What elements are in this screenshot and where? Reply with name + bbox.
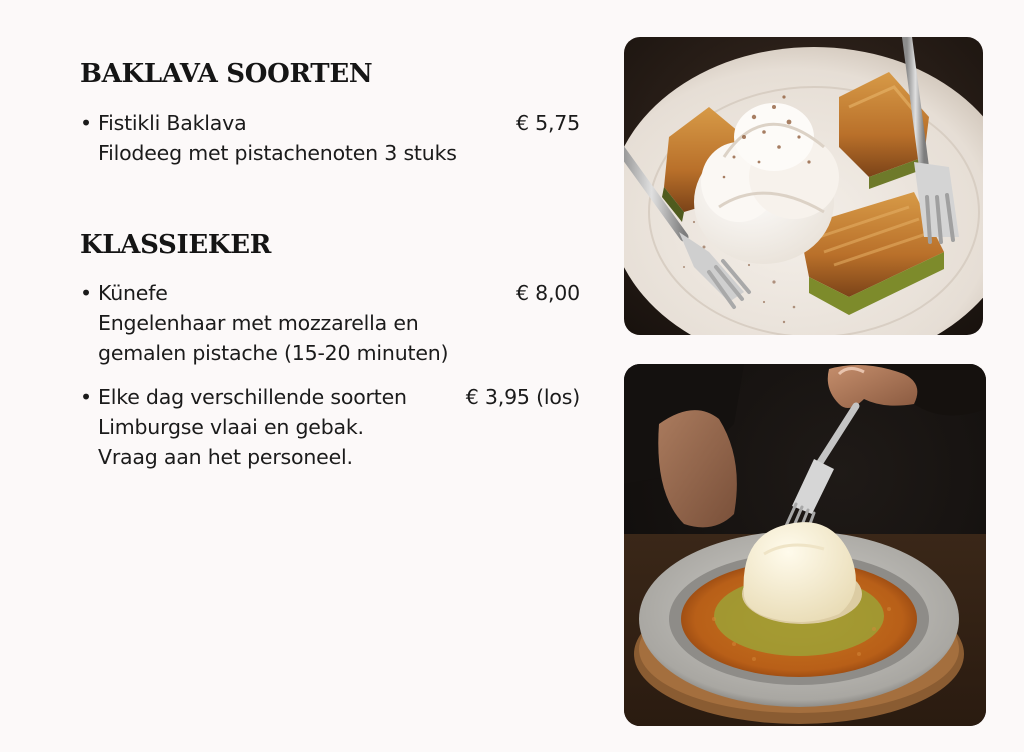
bullet: • <box>80 281 92 305</box>
section-title-klassieker: KLASSIEKER <box>80 230 272 260</box>
bullet: • <box>80 385 92 409</box>
item-name: Elke dag verschillende soorten <box>98 385 407 409</box>
item-price: € 3,95 (los) <box>465 385 580 409</box>
item-description: Filodeeg met pistachenoten 3 stuks <box>98 141 457 165</box>
item-name: Fistikli Baklava <box>98 111 247 135</box>
item-price: € 5,75 <box>515 111 580 135</box>
item-description: Engelenhaar met mozzarella en <box>98 311 419 335</box>
item-description: Vraag aan het personeel. <box>98 445 353 469</box>
bullet: • <box>80 111 92 135</box>
menu-column <box>80 0 580 752</box>
section-title-baklava: BAKLAVA SOORTEN <box>80 59 373 89</box>
baklava-with-whipped-cream-illustration <box>624 37 983 335</box>
item-price: € 8,00 <box>515 281 580 305</box>
menu-item-limburgse-vlaai <box>80 382 580 474</box>
menu-item-fistikli-baklava <box>80 108 580 170</box>
kunefe-with-ice-cream-illustration <box>624 364 986 726</box>
item-description: Limburgse vlaai en gebak. <box>98 415 364 439</box>
item-name: Künefe <box>98 281 168 305</box>
item-description: gemalen pistache (15-20 minuten) <box>98 341 449 365</box>
baklava-photo <box>624 37 983 335</box>
kunefe-photo <box>624 364 986 726</box>
menu-item-kunefe <box>80 278 580 370</box>
item-body <box>98 108 580 168</box>
item-body <box>98 278 580 368</box>
